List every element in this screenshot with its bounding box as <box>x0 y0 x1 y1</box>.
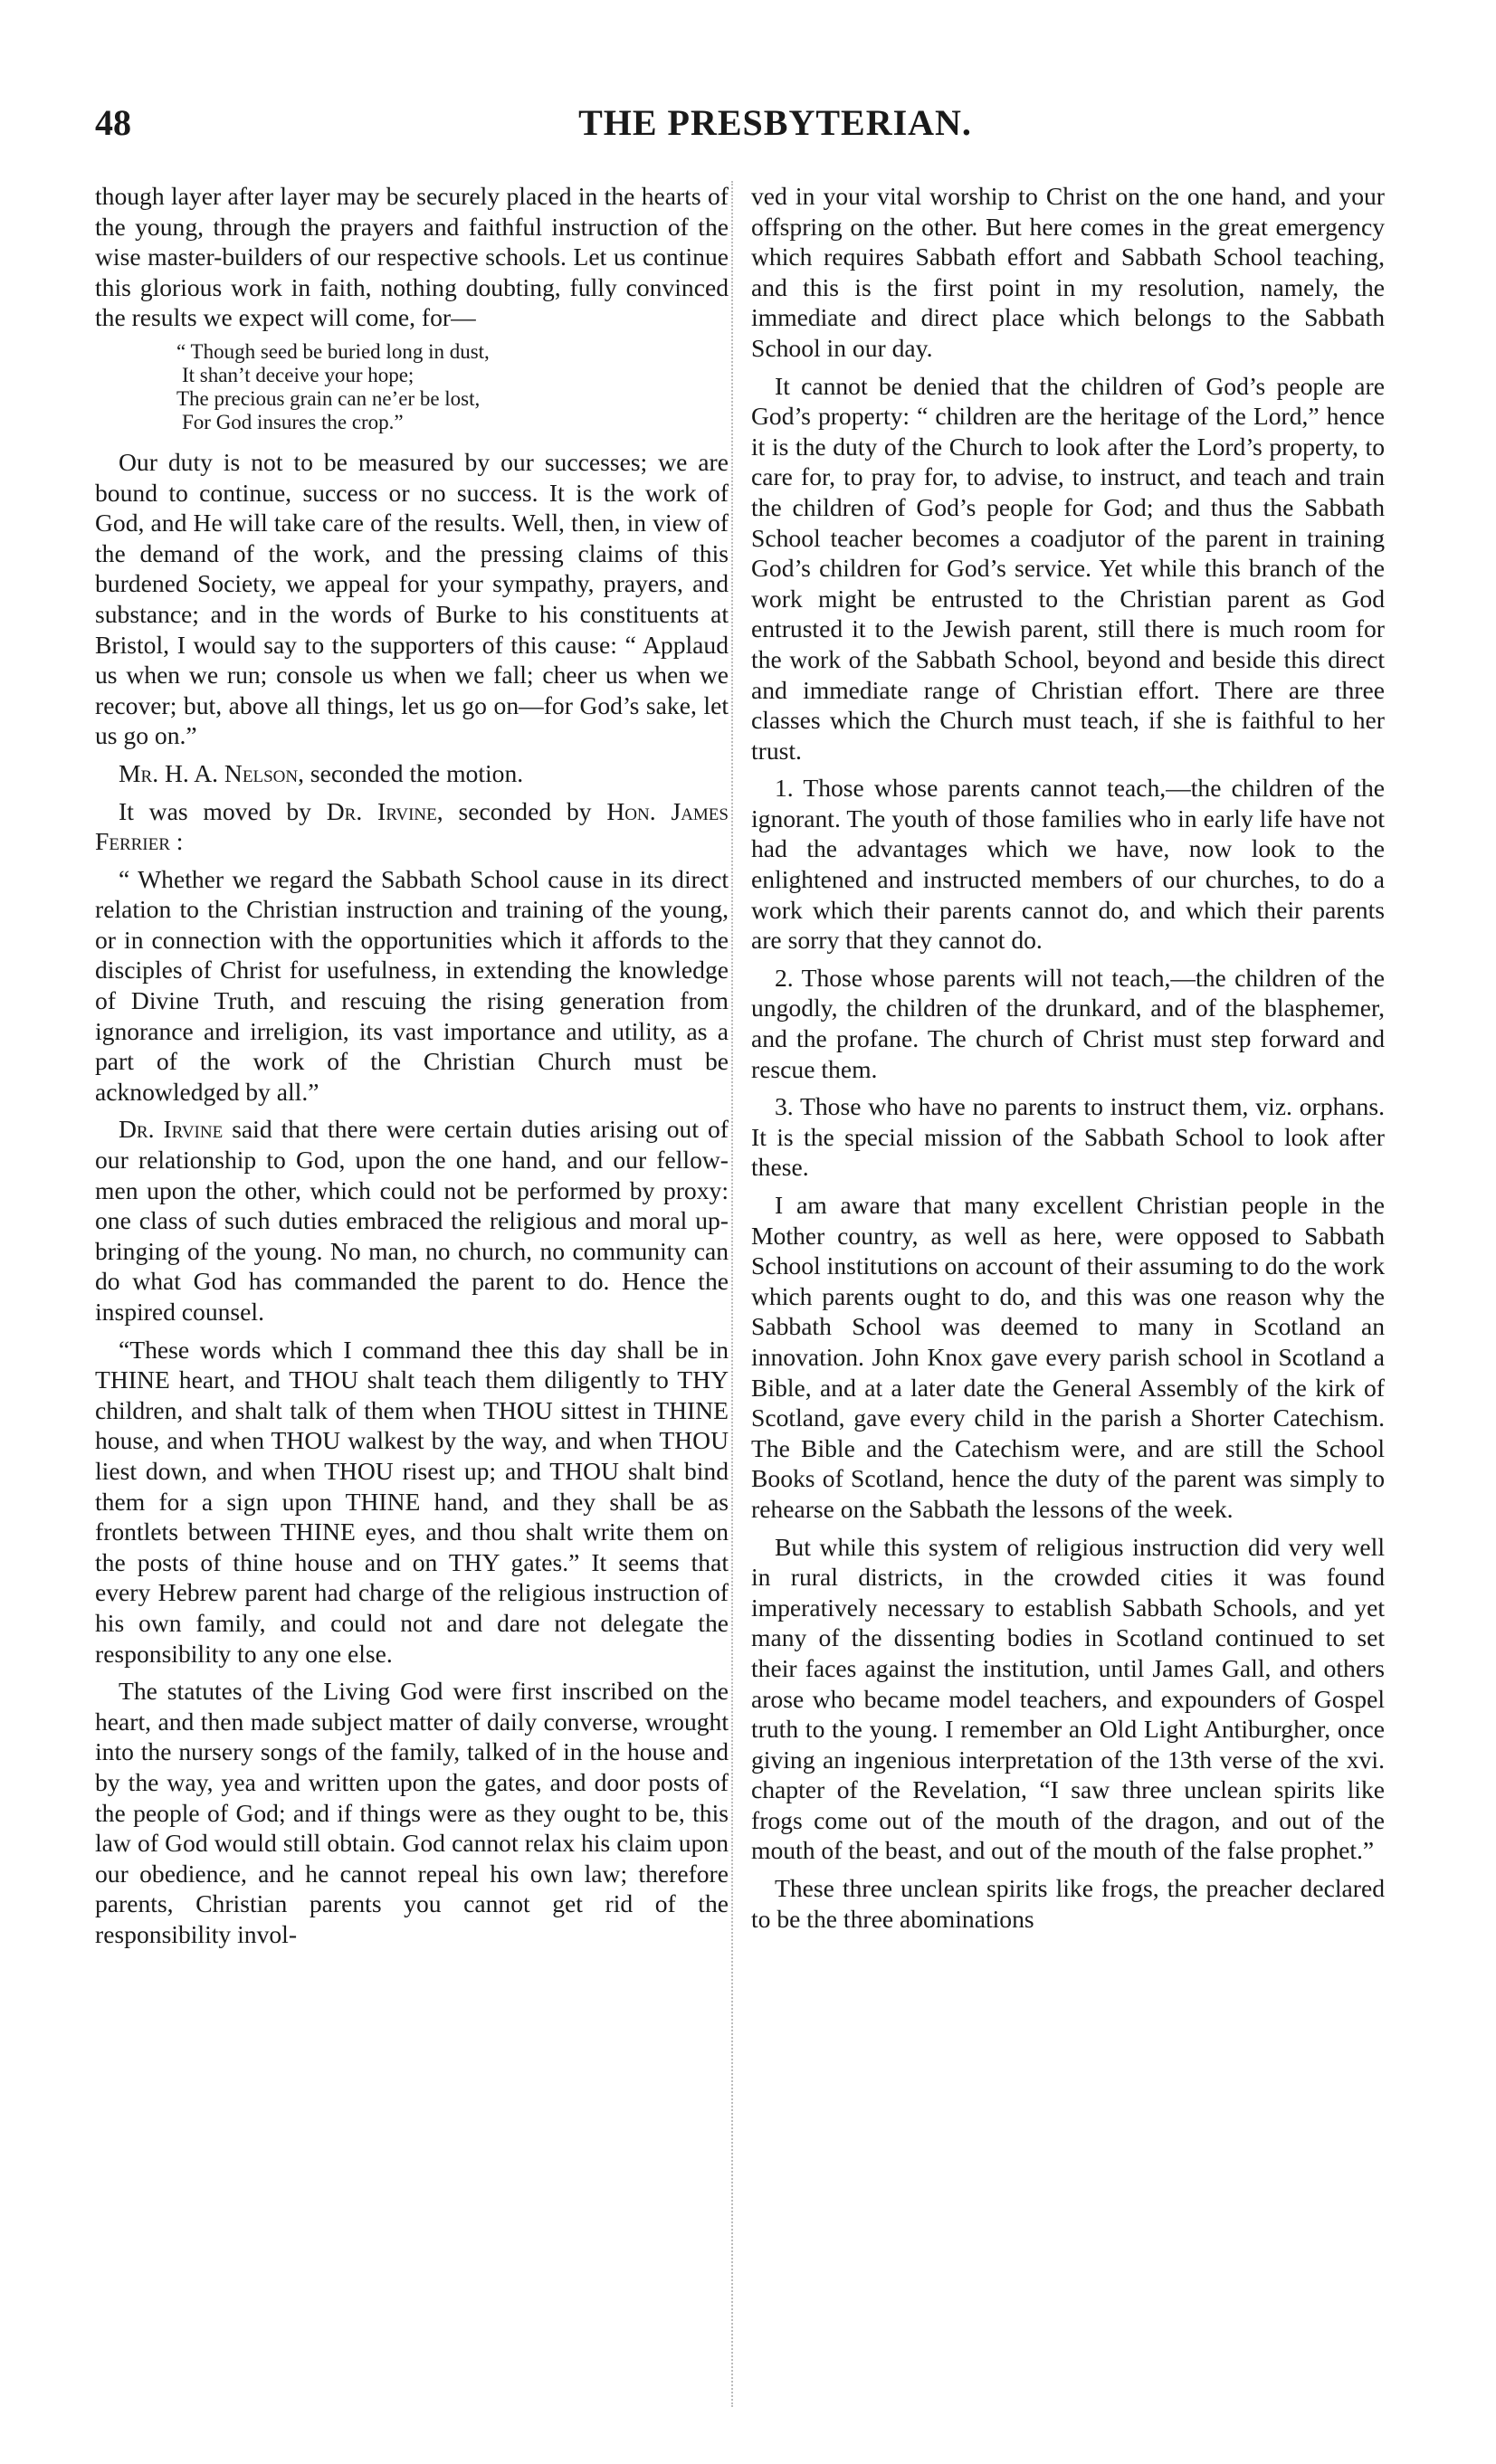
paragraph-seconder <box>95 758 729 789</box>
paragraph: But while this system of religious instruction did very well in rural districts, in the crowded cities it was found imperatively necessary to establish Sabbath Schools, and yet many of the dissenting bodies in Scotland continued to set their faces against the institution, until James Gall, and others arose who became model teachers, and expounders of Gospel truth to the young. I remember an Old Light Antiburgher, once giving an ingenious interpretation of the 13th verse of the xvi. chapter of the Revelation, “I saw three unclean spirits like frogs come out of the mouth of the dragon, and out of the mouth of the beast, and out of the mouth of the false prophet.” <box>751 1532 1385 1865</box>
paragraph-text: , seconded the motion. <box>298 758 524 787</box>
verse-line: For God insures the crop.” <box>182 410 404 433</box>
left-column <box>95 181 729 1956</box>
column-divider <box>731 181 733 2407</box>
right-column <box>751 181 1385 1941</box>
paragraph: Our duty is not to be measured by our successes; we are bound to continue, success or no success. It is the work of God, and He will take care of the results. Well, then, in view of the demand of the work, and the pressing claims of this burdened Society, we appeal for your sympathy, prayers, and substance; and in the words of Burke to his constituents at Bristol, I would say to the supporters of this cause: “ Applaud us when we run; console us when we fall; cheer us when we recover; but, above all things, let us go on—for God’s sake, let us go on.” <box>95 447 729 750</box>
paragraph-resolution: “ Whether we regard the Sabbath School cause in its direct relation to the Christian instruction and training of the young, or in connection with the opportunities which it affords to the disciples of Christ for usefulness, in extending the knowledge of Divine Truth, and rescuing the rising generation from ignorance and irreligion, its vast importance and utility, as a part of the work of the Christian Church must be acknowledged by all.” <box>95 864 729 1106</box>
paragraph-text: It was moved by <box>119 796 327 825</box>
paragraph-motion <box>95 796 729 857</box>
paragraph-speech <box>95 1114 729 1327</box>
speaker-name: Hon. James Ferrier <box>95 796 729 856</box>
verse-line: “ Though seed be buried long in dust, <box>176 339 490 363</box>
paragraph: though layer after layer may be securely placed in the hearts of the young, through the prayers and faithful instruction of the wise master-builders of our respective schools. Let us continue this glorious work in faith, nothing doubting, fully convinced the results we expect will come, for— <box>95 182 729 332</box>
paragraph: 3. Those who have no parents to instruct them, viz. orphans. It is the special mission of the Sabbath School to look after these. <box>751 1092 1385 1182</box>
paragraph: I am aware that many excellent Christian people in the Mother country, as well as here, were opposed to Sabbath School institutions on account of their assuming to do the work which parents ought to do, and this was one reason why the Sabbath School was deemed to many in Scotland an innovation. John Knox gave every parish school in Scotland a Bible, and at a later date the General Assembly of the kirk of Scotland, gave every child in the parish a Shorter Catechism. The Bible and the Catechism were, and are still the School Books of Scotland, hence the duty of the parent was simply to rehearse on the Sabbath the lessons of the week. <box>751 1191 1385 1523</box>
verse-line: The precious grain can ne’er be lost, <box>176 386 481 410</box>
page-title: THE PRESBYTERIAN. <box>578 102 972 143</box>
paragraph-text: said that there were certain duties arising out of our relationship to God, upon the one hand, and our fellow-men upon the other, which could not be performed by proxy: one class of such duties embraced the religious and moral up-bringing of the young. No man, no church, no community can do what God has commanded the parent to do. Hence the inspired counsel. <box>95 1115 729 1326</box>
paragraph: 1. Those whose parents cannot teach,—the children of the ignorant. The youth of those families who in early life have not had the advantages which we have, now look to the enlightened and instructed members of our churches, to do a work which their parents cannot do, and which their parents are sorry that they cannot do. <box>751 774 1385 955</box>
paragraph: It cannot be denied that the children of God’s people are God’s property: “ children are the heritage of the Lord,” hence it is the duty of the Church to look after the Lord’s property, to care for, to pray for, to advise, to instruct, and teach and train the children of God’s people for God; and thus the Sabbath School teacher becomes a coadjutor of the parent in training God’s children for God’s service. Yet while this branch of the work might be entrusted to the Christian parent as God entrusted it to the Jewish parent, still there is much room for the work of the Sabbath School, beyond and beside this direct and immediate range of Christian effort. There are three classes which the Church must teach, if she is faithful to her trust. <box>751 371 1385 765</box>
speaker-name: Dr. Irvine <box>119 1115 224 1144</box>
paragraph: “These words which I command thee this day shall be in THINE heart, and THOU shalt teach them diligently to THY children, and shalt talk of them when THOU sittest in THINE house, and when THOU walkest by the way, and when THOU liest down, and when THOU risest up; and THOU shalt bind them for a sign upon THINE hand, and they shall be as frontlets between THINE eyes, and thou shalt write them on the posts of thine house and on THY gates.” It seems that every Hebrew parent had charge of the religious instruction of his own family, and could not and dare not delegate the responsibility to any one else. <box>95 1335 729 1668</box>
page-number: 48 <box>95 102 131 143</box>
paragraph: The statutes of the Living God were first inscribed on the heart, and then made subject matter of daily converse, wrought into the nursery songs of the family, talked of in the house and by the way, yea and written upon the gates, and door posts of the people of God; and if things were as they ought to be, this law of God would still obtain. God cannot relax his claim upon our obedience, and he cannot repeal his own law; therefore parents, Christian parents you cannot get rid of the responsibility invol- <box>95 1677 729 1948</box>
verse-line: It shan’t deceive your hope; <box>182 363 414 386</box>
paragraph-text: : <box>169 827 184 856</box>
paragraph: These three unclean spirits like frogs, the preacher declared to be the three abominations <box>751 1874 1385 1933</box>
speaker-name: Mr. H. A. Nelson <box>119 758 299 787</box>
paragraph-text: , seconded by <box>436 796 607 825</box>
paragraph: ved in your vital worship to Christ on the one hand, and your offspring on the other. But here comes in the great emergency which requires Sabbath effort and Sabbath School teaching, and this is the first point in my resolution, namely, the immediate and direct place which belongs to the Sabbath School in our day. <box>751 182 1385 362</box>
speaker-name: Dr. Irvine <box>326 796 437 825</box>
paragraph: 2. Those whose parents will not teach,—the children of the ungodly, the children of the drunkard, and of the blasphemer, and the profane. The church of Christ must step forward and rescue them. <box>751 963 1385 1083</box>
poem-verse <box>176 340 729 434</box>
